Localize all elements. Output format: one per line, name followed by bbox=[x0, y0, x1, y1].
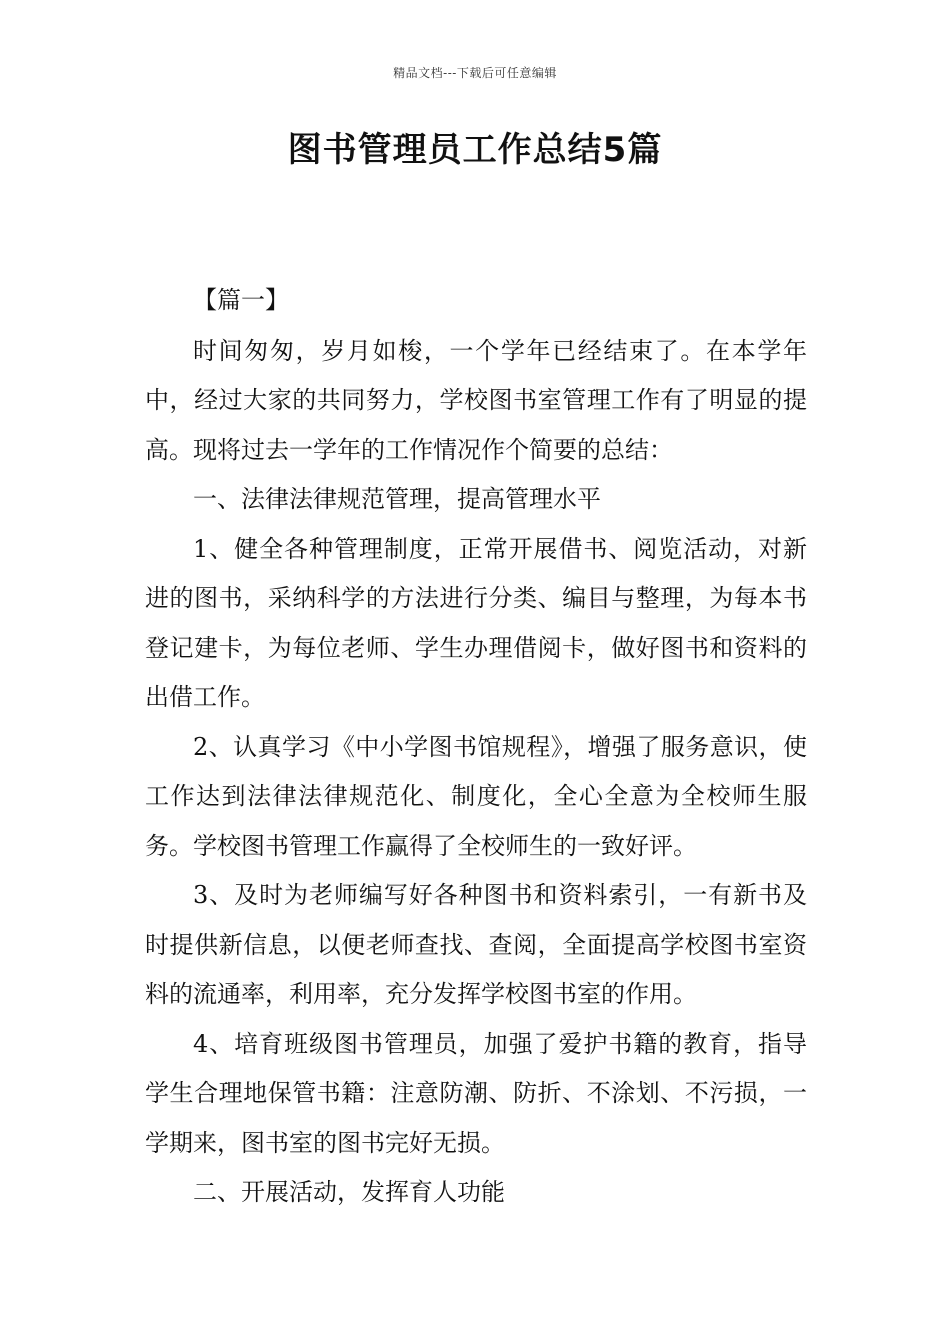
heading-section-two: 二、开展活动，发挥育人功能 bbox=[193, 1178, 505, 1206]
paragraph-intro: 时间匆匆，岁月如梭，一个学年已经结束了。在本学年中，经过大家的共同努力，学校图书室管理工作有了明显的提高。现将过去一学年的工作情况作个简要的总结： bbox=[145, 336, 807, 464]
document-title: 图书管理员工作总结5篇 bbox=[287, 130, 663, 170]
paragraph-item-2: 2、认真学习《中小学图书馆规程》，增强了服务意识，使工作达到法律法律规范化、制度化，全心全意为全校师生服务。学校图书管理工作赢得了全校师生的一致好评。 bbox=[145, 732, 807, 860]
section-label: 【篇一】 bbox=[193, 286, 289, 314]
document-body bbox=[145, 276, 807, 1218]
paragraph-item-3: 3、及时为老师编写好各种图书和资料索引，一有新书及时提供新信息，以便老师查找、查阅，全面提高学校图书室资料的流通率，利用率，充分发挥学校图书室的作用。 bbox=[145, 881, 807, 1008]
heading-section-one: 一、法律法律规范管理，提高管理水平 bbox=[193, 485, 601, 513]
paragraph-item-4: 4、培育班级图书管理员，加强了爱护书籍的教育，指导学生合理地保管书籍：注意防潮、防折、不涂划、不污损，一学期来，图书室的图书完好无损。 bbox=[145, 1029, 807, 1157]
header-note: 精品文档---下载后可任意编辑 bbox=[393, 66, 557, 80]
paragraph-item-1: 1、健全各种管理制度，正常开展借书、阅览活动，对新进的图书，采纳科学的方法进行分类、编目与整理，为每本书登记建卡，为每位老师、学生办理借阅卡，做好图书和资料的出借工作。 bbox=[145, 534, 807, 711]
